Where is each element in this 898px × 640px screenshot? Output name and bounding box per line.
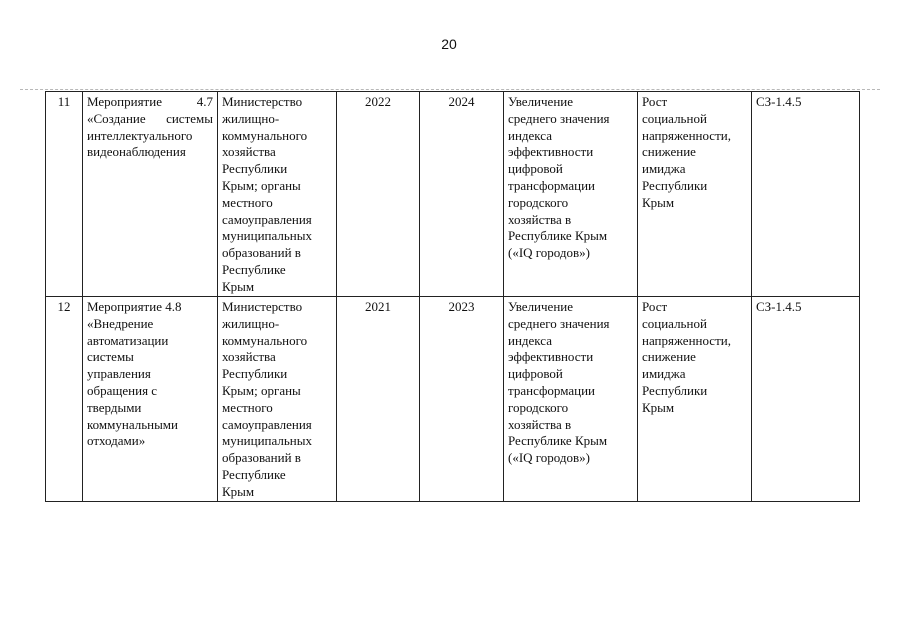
measure-line: автоматизации	[87, 332, 169, 348]
result-cell	[504, 92, 638, 297]
result-line: городского	[508, 399, 569, 415]
result-line: Увеличение	[508, 94, 574, 109]
measures-table	[45, 91, 860, 502]
scan-edge-line	[20, 89, 880, 90]
executor-line: жилищно-	[222, 315, 280, 331]
consequence-cell	[638, 297, 752, 502]
executor-line: Республики	[222, 366, 288, 382]
result-cell	[504, 297, 638, 502]
executor-cell	[218, 297, 337, 502]
executor-line: Министерство	[222, 299, 303, 314]
result-line: Увеличение	[508, 299, 574, 314]
measure-word: системы	[166, 110, 213, 126]
executor-line: муниципальных	[222, 433, 313, 449]
result-line: среднего значения	[508, 315, 610, 331]
consequence-line: напряженности,	[642, 332, 731, 348]
executor-line: Министерство	[222, 94, 303, 109]
executor-line: Крым; органы	[222, 177, 301, 193]
measure-line	[87, 111, 213, 128]
start-year-cell: 2022	[337, 92, 420, 297]
consequence-line: Крым	[642, 194, 675, 210]
consequence-cell	[638, 92, 752, 297]
measure-line: видеонаблюдения	[87, 144, 186, 160]
table-row	[46, 297, 860, 502]
result-line: среднего значения	[508, 110, 610, 126]
measure-line	[87, 94, 213, 111]
consequence-line: имиджа	[642, 161, 686, 177]
executor-cell	[218, 92, 337, 297]
executor-line: самоуправления	[222, 211, 312, 227]
result-line: Республике Крым	[508, 228, 608, 244]
end-year-cell: 2023	[420, 297, 504, 502]
consequence-line: Республики	[642, 382, 708, 398]
consequence-line: социальной	[642, 110, 707, 126]
result-line: («IQ городов»)	[508, 450, 591, 466]
result-line: городского	[508, 194, 569, 210]
consequence-line: напряженности,	[642, 127, 731, 143]
result-line: цифровой	[508, 161, 563, 177]
consequence-line: Республики	[642, 177, 708, 193]
measure-line: системы	[87, 349, 134, 365]
table-row	[46, 92, 860, 297]
executor-line: Республике	[222, 466, 286, 482]
measure-word: Мероприятие	[87, 94, 162, 109]
result-line: трансформации	[508, 177, 596, 193]
measure-line: отходами»	[87, 433, 146, 449]
executor-line: самоуправления	[222, 416, 312, 432]
measure-line: управления	[87, 366, 151, 382]
measure-cell	[83, 92, 218, 297]
measure-cell	[83, 297, 218, 502]
measure-line: интеллектуального	[87, 127, 193, 143]
result-line: эффективности	[508, 144, 594, 160]
executor-line: местного	[222, 194, 273, 210]
consequence-line: снижение	[642, 144, 696, 160]
measure-line: Мероприятие 4.8	[87, 299, 182, 314]
executor-line: Крым; органы	[222, 382, 301, 398]
result-line: трансформации	[508, 382, 596, 398]
result-line: Республике Крым	[508, 433, 608, 449]
executor-line: образований в	[222, 450, 301, 466]
end-year-cell: 2024	[420, 92, 504, 297]
executor-line: муниципальных	[222, 228, 313, 244]
row-number-cell: 12	[46, 297, 83, 502]
executor-line: Крым	[222, 483, 255, 499]
executor-line: Республике	[222, 261, 286, 277]
result-line: хозяйства в	[508, 416, 572, 432]
consequence-line: имиджа	[642, 366, 686, 382]
consequence-line: Рост	[642, 299, 668, 314]
code-cell: СЗ-1.4.5	[752, 297, 860, 502]
measure-line: твердыми	[87, 399, 142, 415]
executor-line: Крым	[222, 278, 255, 294]
code-cell: СЗ-1.4.5	[752, 92, 860, 297]
executor-line: местного	[222, 399, 273, 415]
start-year-cell: 2021	[337, 297, 420, 502]
row-number-cell: 11	[46, 92, 83, 297]
result-line: цифровой	[508, 366, 563, 382]
measure-line: обращения с	[87, 382, 158, 398]
result-line: («IQ городов»)	[508, 245, 591, 261]
measure-line: «Внедрение	[87, 315, 154, 331]
executor-line: образований в	[222, 245, 301, 261]
measure-line: коммунальными	[87, 416, 178, 432]
consequence-line: Крым	[642, 399, 675, 415]
result-line: индекса	[508, 332, 552, 348]
page-number: 20	[441, 36, 457, 52]
consequence-line: социальной	[642, 315, 707, 331]
consequence-line: Рост	[642, 94, 668, 109]
consequence-line: снижение	[642, 349, 696, 365]
executor-line: хозяйства	[222, 349, 276, 365]
executor-line: коммунального	[222, 127, 308, 143]
measure-word: «Создание	[87, 110, 146, 126]
executor-line: хозяйства	[222, 144, 276, 160]
result-line: хозяйства в	[508, 211, 572, 227]
executor-line: жилищно-	[222, 110, 280, 126]
result-line: эффективности	[508, 349, 594, 365]
executor-line: коммунального	[222, 332, 308, 348]
measure-word: 4.7	[196, 94, 213, 109]
executor-line: Республики	[222, 161, 288, 177]
result-line: индекса	[508, 127, 552, 143]
